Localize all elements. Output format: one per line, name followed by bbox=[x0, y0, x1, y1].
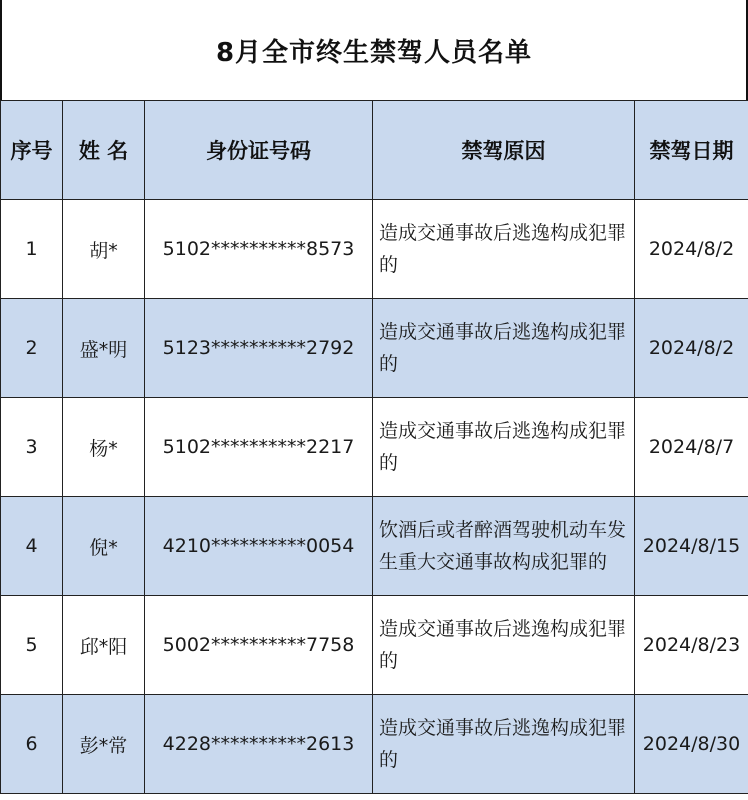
cell-name: 邱*阳 bbox=[63, 596, 145, 695]
cell-id: 4228**********2613 bbox=[145, 695, 373, 794]
cell-date: 2024/8/7 bbox=[635, 398, 748, 497]
cell-date: 2024/8/30 bbox=[635, 695, 748, 794]
cell-reason: 造成交通事故后逃逸构成犯罪的 bbox=[373, 299, 635, 398]
table-row bbox=[1, 200, 748, 299]
cell-name: 杨* bbox=[63, 398, 145, 497]
header-name: 姓 名 bbox=[63, 101, 145, 200]
banned-drivers-table bbox=[0, 100, 748, 794]
title-box bbox=[0, 0, 748, 100]
cell-name: 胡* bbox=[63, 200, 145, 299]
cell-id: 4210**********0054 bbox=[145, 497, 373, 596]
cell-reason: 造成交通事故后逃逸构成犯罪的 bbox=[373, 596, 635, 695]
cell-name: 盛*明 bbox=[63, 299, 145, 398]
table-row bbox=[1, 695, 748, 794]
cell-seq: 6 bbox=[1, 695, 63, 794]
cell-seq: 4 bbox=[1, 497, 63, 596]
table-header-row bbox=[1, 101, 748, 200]
table-row bbox=[1, 596, 748, 695]
table-row bbox=[1, 497, 748, 596]
cell-date: 2024/8/2 bbox=[635, 299, 748, 398]
cell-name: 倪* bbox=[63, 497, 145, 596]
cell-seq: 3 bbox=[1, 398, 63, 497]
cell-reason: 饮酒后或者醉酒驾驶机动车发生重大交通事故构成犯罪的 bbox=[373, 497, 635, 596]
header-date: 禁驾日期 bbox=[635, 101, 748, 200]
table-row bbox=[1, 398, 748, 497]
cell-date: 2024/8/23 bbox=[635, 596, 748, 695]
cell-id: 5002**********7758 bbox=[145, 596, 373, 695]
cell-id: 5123**********2792 bbox=[145, 299, 373, 398]
header-id: 身份证号码 bbox=[145, 101, 373, 200]
cell-id: 5102**********2217 bbox=[145, 398, 373, 497]
table-row bbox=[1, 299, 748, 398]
cell-seq: 2 bbox=[1, 299, 63, 398]
header-reason: 禁驾原因 bbox=[373, 101, 635, 200]
cell-name: 彭*常 bbox=[63, 695, 145, 794]
cell-id: 5102**********8573 bbox=[145, 200, 373, 299]
page-title: 8月全市终生禁驾人员名单 bbox=[215, 37, 533, 68]
cell-reason: 造成交通事故后逃逸构成犯罪的 bbox=[373, 200, 635, 299]
cell-reason: 造成交通事故后逃逸构成犯罪的 bbox=[373, 695, 635, 794]
cell-reason: 造成交通事故后逃逸构成犯罪的 bbox=[373, 398, 635, 497]
cell-seq: 1 bbox=[1, 200, 63, 299]
cell-seq: 5 bbox=[1, 596, 63, 695]
cell-date: 2024/8/15 bbox=[635, 497, 748, 596]
header-seq: 序号 bbox=[1, 101, 63, 200]
cell-date: 2024/8/2 bbox=[635, 200, 748, 299]
